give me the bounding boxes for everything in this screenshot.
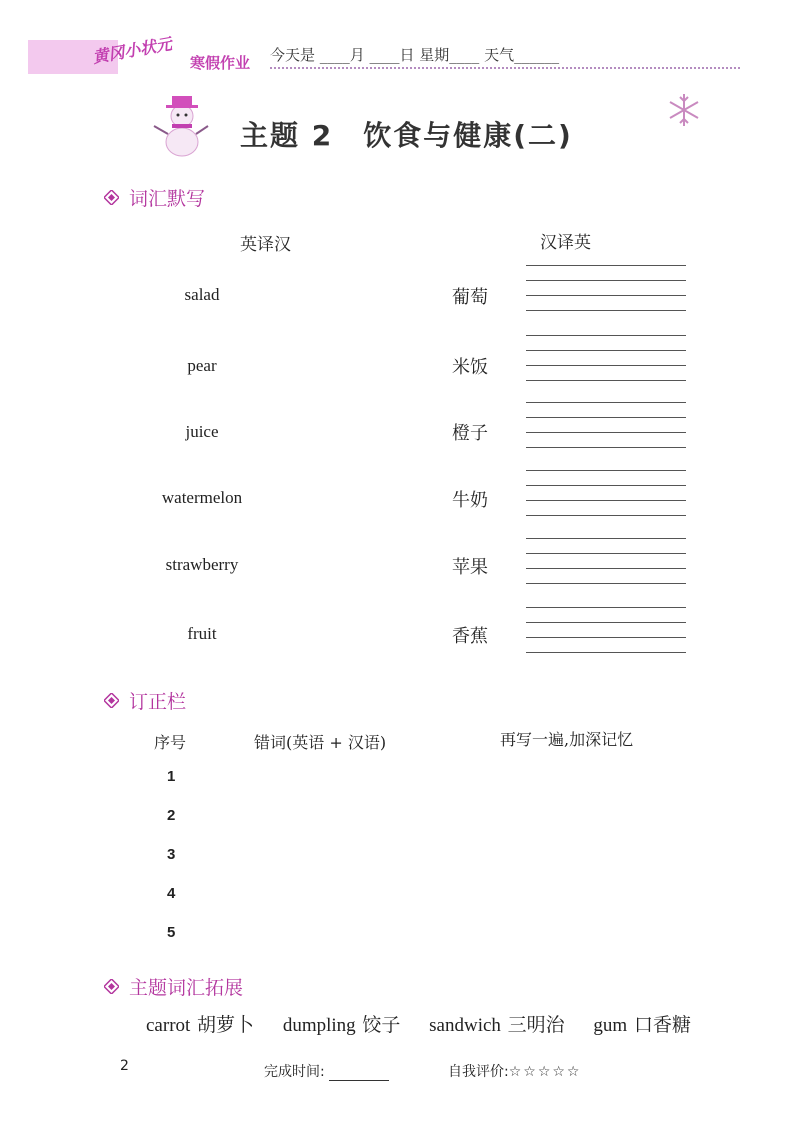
chinese-word: 米饭 [452,357,488,378]
english-word: fruit [187,624,217,643]
section-vocab-dictation [104,184,205,211]
english-word: juice [185,422,219,441]
correction-row-number: 1 [167,768,176,785]
brand-logo: 黄冈小状元 [91,34,174,67]
diamond-bullet-icon [104,190,119,205]
vocab-item: gum 口香糖 [593,1015,691,1036]
correction-row-number: 5 [167,924,176,941]
section-heading: 订正栏 [129,691,187,713]
title-prefix: 主题 2 [240,119,334,152]
vocab-item: carrot 胡萝卜 [146,1015,255,1036]
english-word: watermelon [161,488,243,507]
chinese-word: 橙子 [452,423,488,444]
completion-time [264,1061,389,1081]
brand-subtitle: 寒假作业 [190,54,251,72]
english-word: pear [187,356,217,375]
snowflake-icon [666,92,702,128]
self-evaluation [448,1061,581,1081]
self-eval-label: 自我评价: [448,1064,509,1080]
vocab-item: dumpling 饺子 [282,1015,401,1036]
cn-to-en-label: 汉译英 [540,233,591,253]
english-word: salad [184,285,220,304]
correction-row-number: 2 [167,807,176,824]
correction-row-number: 3 [167,846,176,863]
date-weather-line: 今天是 ____月 ____日 星期____ 天气______ [270,46,560,64]
header-divider [270,67,740,69]
extension-vocab-list [146,1010,713,1037]
col-wrong-label: 错词(英语 + 汉语) [254,733,387,752]
snowman-icon [150,86,212,158]
chinese-word: 香蕉 [452,626,488,647]
en-to-cn-label: 英译汉 [240,235,291,255]
chinese-word: 葡萄 [452,287,488,308]
section-heading: 词汇默写 [129,188,206,210]
section-correction [104,687,186,714]
title-main: 饮食与健康(二) [363,119,573,152]
correction-row-number: 4 [167,885,176,902]
completion-label: 完成时间: [264,1064,325,1080]
section-extension [104,973,243,1000]
col-index-label: 序号 [154,733,187,752]
english-word: strawberry [165,555,239,574]
chinese-word: 牛奶 [452,490,488,511]
vocab-item: sandwich 三明治 [429,1015,565,1036]
section-heading: 主题词汇拓展 [129,977,244,999]
rating-stars[interactable]: ☆☆☆☆☆ [508,1064,582,1080]
page-number: 2 [120,1058,129,1074]
col-rewrite-label: 再写一遍,加深记忆 [500,730,634,749]
completion-time-field[interactable] [329,1068,389,1081]
chinese-word: 苹果 [452,557,488,578]
page-title [240,114,573,154]
diamond-bullet-icon [104,979,119,994]
diamond-bullet-icon [104,693,119,708]
